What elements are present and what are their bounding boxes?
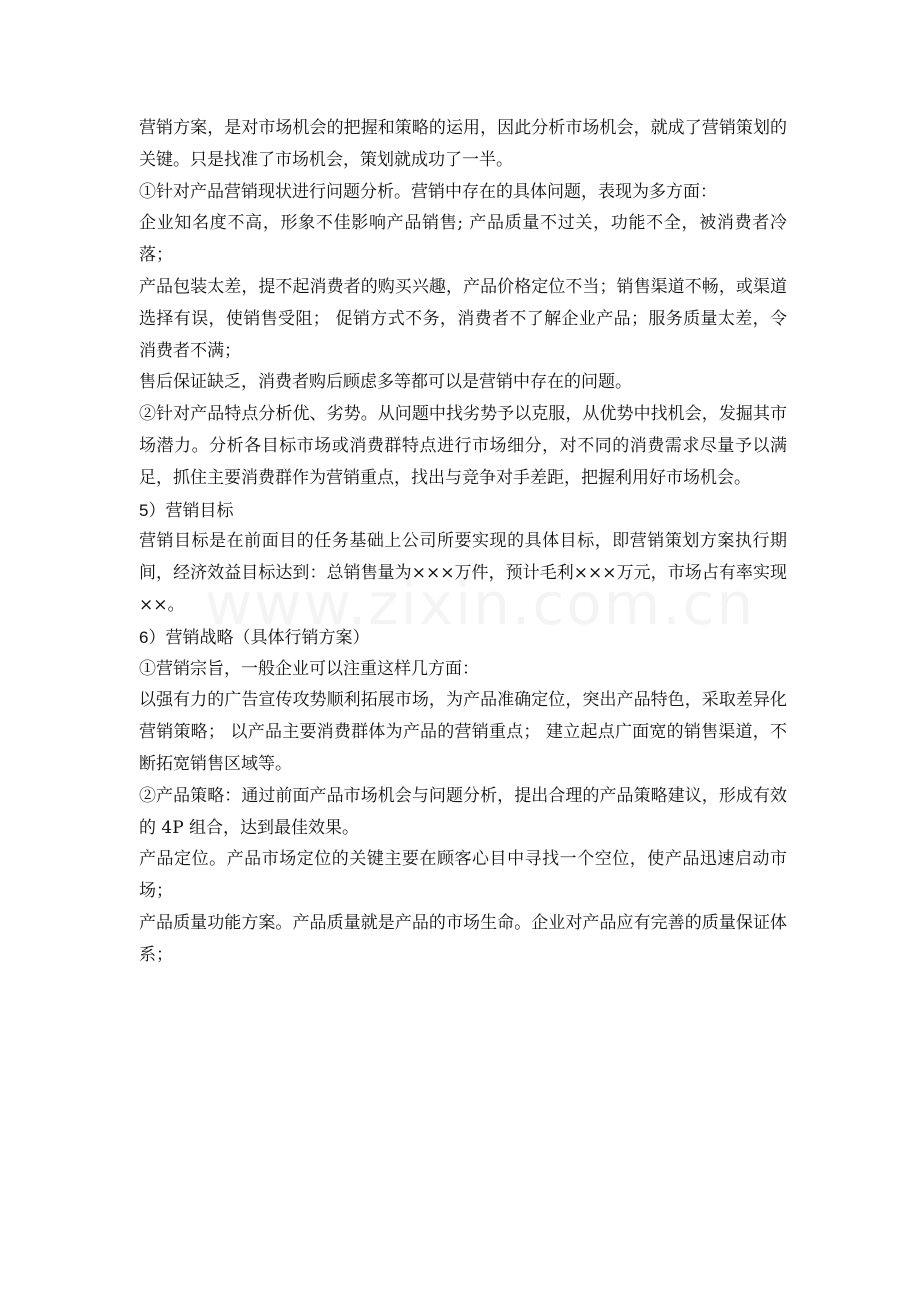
paragraph-product-positioning: 产品定位。产品市场定位的关键主要在顾客心目中寻找一个空位，使产品迅速启动市场；	[139, 849, 787, 902]
paragraph-advertising: 以强有力的广告宣传攻势顺利拓展市场，为产品准确定位，突出产品特色，采取差异化营销策略； 以产品主要消费群体为产品的营销重点； 建立起点广面宽的销售渠道，不断拓宽销售区域等。	[139, 690, 787, 774]
paragraph-problem-brand: 企业知名度不高，形象不佳影响产品销售; 产品质量不过关，功能不全，被消费者冷落；	[139, 213, 787, 266]
paragraph-product-quality: 产品质量功能方案。产品质量就是产品的市场生命。企业对产品应有完善的质量保证体系；	[139, 912, 787, 965]
paragraph-problem-aftersales: 售后保证缺乏，消费者购后顾虑多等都可以是营销中存在的问题。	[139, 372, 632, 393]
heading-marketing-strategy: 6）营销战略（具体行销方案）	[139, 627, 370, 647]
paragraph-product-strategy: ②产品策略：通过前面产品市场机会与问题分析，提出合理的产品策略建议，形成有效的 4P 组合，达到最佳效果。	[139, 785, 787, 838]
heading-marketing-goal: 5）营销目标	[139, 500, 234, 520]
paragraph-problem-packaging: 产品包装太差，提不起消费者的购买兴趣，产品价格定位不当；销售渠道不畅，或渠道选择有误，使销售受阻； 促销方式不务，消费者不了解企业产品；服务质量太差，令消费者不满；	[139, 276, 787, 361]
paragraph-problem-analysis: ①针对产品营销现状进行问题分析。营销中存在的具体问题，表现为多方面：	[139, 181, 717, 202]
paragraph-marketing-purpose: ①营销宗旨，一般企业可以注重这样几方面：	[139, 658, 479, 679]
paragraph-marketing-goal: 营销目标是在前面目的任务基础上公司所要实现的具体目标，即营销策划方案执行期间，经济效益目标达到：总销售量为×××万件，预计毛利×××万元，市场占有率实现××。	[139, 531, 787, 615]
paragraph-market-opportunity: 营销方案，是对市场机会的把握和策略的运用，因此分析市场机会，就成了营销策划的关键。只是找准了市场机会，策划就成功了一半。	[139, 118, 787, 170]
paragraph-swot-analysis: ②针对产品特点分析优、劣势。从问题中找劣势予以克服，从优势中找机会，发掘其市场潜力。分析各目标市场或消费群特点进行市场细分，对不同的消费需求尽量予以满足，抓住主要消费群作为营销重点，找出与竞争对手差距，把握利用好市场机会。	[139, 404, 787, 488]
document-body	[139, 113, 787, 972]
